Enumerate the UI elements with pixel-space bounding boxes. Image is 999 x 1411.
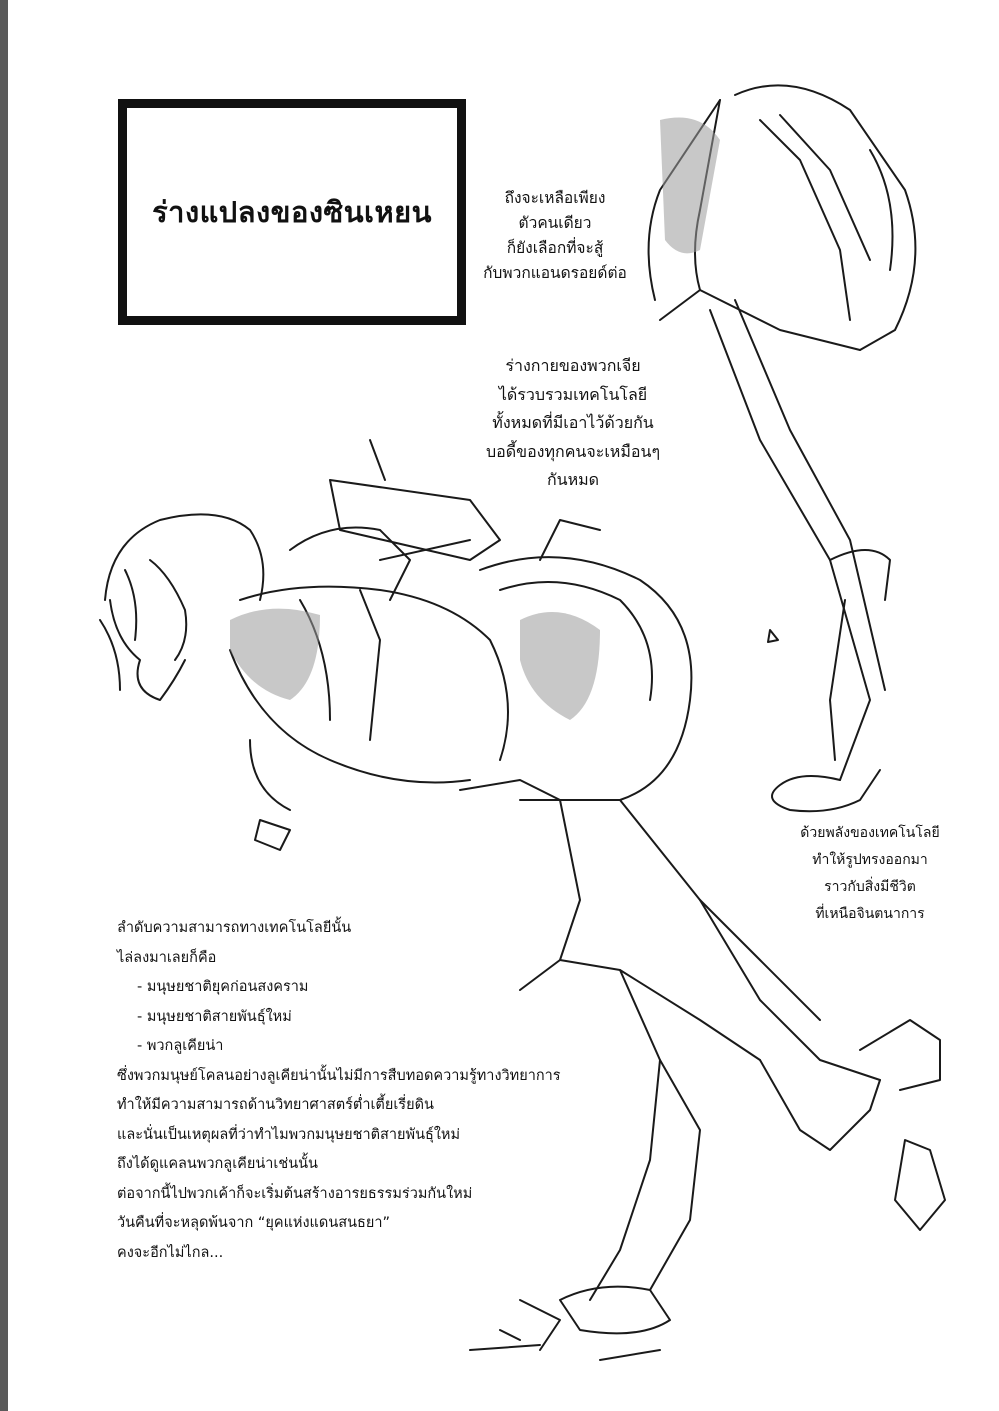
narration-line: ต่อจากนี้ไปพวกเค้าก็จะเริ่มต้นสร้างอารยธรรมร่วมกันใหม่ [117,1185,473,1202]
narration-line: ลำดับความสามารถทางเทคโนโลยีนั้น [117,920,352,936]
narration-line: ทำให้มีความสามารถด้านวิทยาศาสตร์ต่ำเตี้ยเรี่ยดิน [117,1097,434,1113]
narration-line: ซึ่งพวกมนุษย์โคลนอย่างลูเคียน่านั้นไม่มีการสืบทอดความรู้ทางวิทยาการ [117,1067,561,1084]
caption-solo-fight [470,186,640,286]
title-box [118,99,466,325]
caption-line: ราวกับสิ่งมีชีวิต [824,879,916,895]
narration-line: และนั่นเป็นเหตุผลที่ว่าทำไมพวกมนุษยชาติสายพันธุ์ใหม่ [117,1126,461,1143]
caption-body-technology [468,352,678,495]
caption-line: ก็ยังเลือกที่จะสู้ [506,239,604,257]
caption-technology-power [770,820,970,928]
narration-line: ไล่ลงมาเลยก็คือ [117,949,217,966]
caption-line: ทั้งหมดที่มีเอาไว้ด้วยกัน [492,413,654,432]
caption-line: กันหมด [546,470,600,489]
caption-line: ที่เหนือจินตนาการ [815,906,925,922]
narration-list-item: - พวกลูเคียน่า [137,1038,224,1054]
caption-line: ด้วยพลังของเทคโนโลยี [800,825,940,841]
caption-line: กับพวกแอนดรอยด์ต่อ [483,264,627,282]
page-title: ร่างแปลงของซินเหยน [152,195,432,229]
caption-line: ร่างกายของพวกเจีย [505,356,641,375]
narration-line: คงจะอีกไม่ไกล... [117,1244,224,1261]
caption-line: ตัวคนเดียว [518,214,592,232]
narration-line: ถึงได้ดูแคลนพวกลูเคียน่าเช่นนั้น [117,1156,318,1172]
narration-list-item: - มนุษยชาติสายพันธุ์ใหม่ [137,1008,292,1025]
caption-line: ถึงจะเหลือเพียง [504,189,606,207]
caption-line: บอดี้ของทุกคนจะเหมือนๆ [485,441,661,461]
narration-text [117,914,657,1268]
caption-line: ได้รวบรวมเทคโนโลยี [498,384,648,404]
narration-list-item: - มนุษยชาติยุคก่อนสงคราม [137,979,309,995]
caption-line: ทำให้รูปทรงออกมา [812,852,928,868]
narration-line: วันคืนที่จะหลุดพ้นจาก “ยุคแห่งแดนสนธยา” [117,1215,390,1231]
